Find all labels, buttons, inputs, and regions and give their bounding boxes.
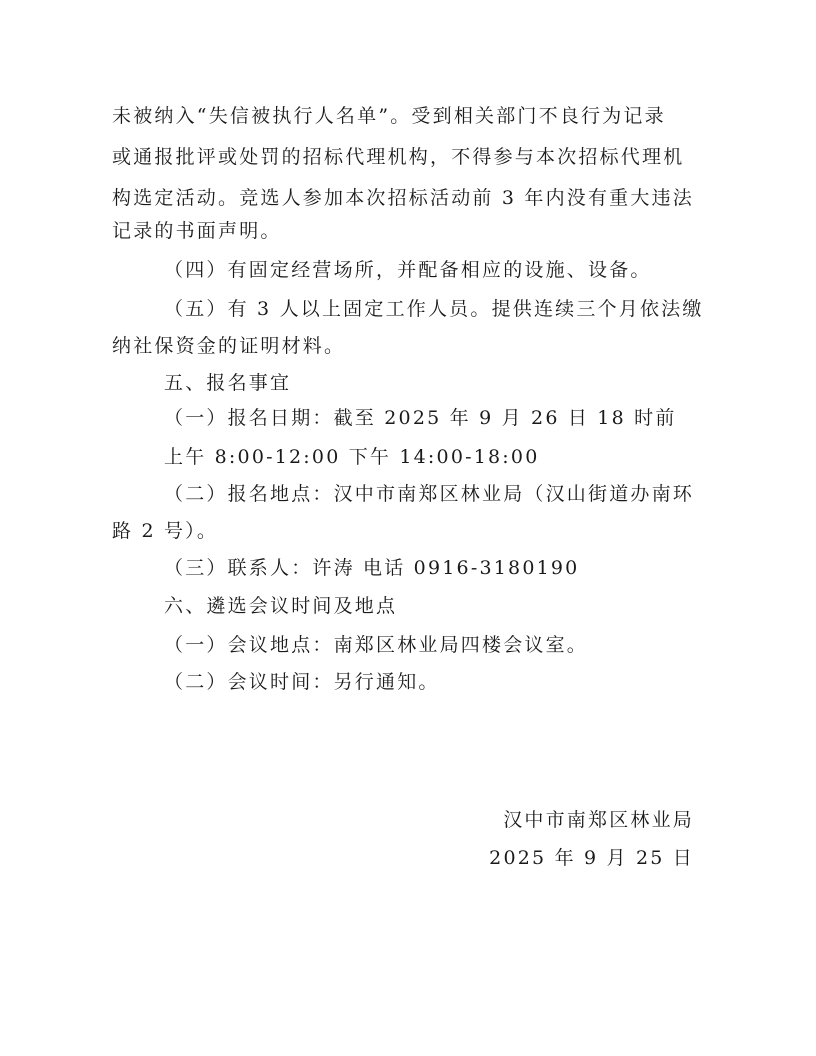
registration-hours: 上午 8:00-12:00 下午 14:00-18:00 xyxy=(164,446,540,468)
contact-info: （三）联系人：许涛 电话 0916-3180190 xyxy=(164,557,580,579)
body-text-line: 路 2 号）。 xyxy=(112,520,219,542)
body-text-line: 未被纳入“失信被执行人名单”。受到相关部门不良行为记录 xyxy=(112,105,666,127)
registration-date: （一）报名日期：截至 2025 年 9 月 26 日 18 时前 xyxy=(164,407,677,429)
section-heading-registration: 五、报名事宜 xyxy=(164,372,292,394)
registration-location: （二）报名地点：汉中市南郑区林业局（汉山街道办南环 xyxy=(164,483,695,505)
signature-organization: 汉中市南郑区林业局 xyxy=(503,809,694,831)
body-text-line: 纳社保资金的证明材料。 xyxy=(112,335,346,357)
body-text-line: 或通报批评或处罚的招标代理机构，不得参与本次招标代理机 xyxy=(112,146,685,168)
body-text-line: 记录的书面声明。 xyxy=(112,220,282,242)
requirement-item-5: （五）有 3 人以上固定工作人员。提供连续三个月依法缴 xyxy=(164,298,704,320)
section-heading-meeting: 六、遴选会议时间及地点 xyxy=(164,595,398,617)
meeting-location: （一）会议地点：南郑区林业局四楼会议室。 xyxy=(164,634,589,656)
requirement-item-4: （四）有固定经营场所，并配备相应的设施、设备。 xyxy=(164,259,652,281)
signature-date: 2025 年 9 月 25 日 xyxy=(489,847,694,869)
meeting-time: （二）会议时间：另行通知。 xyxy=(164,671,440,693)
body-text-line: 构选定活动。竞选人参加本次招标活动前 3 年内没有重大违法 xyxy=(112,187,694,209)
